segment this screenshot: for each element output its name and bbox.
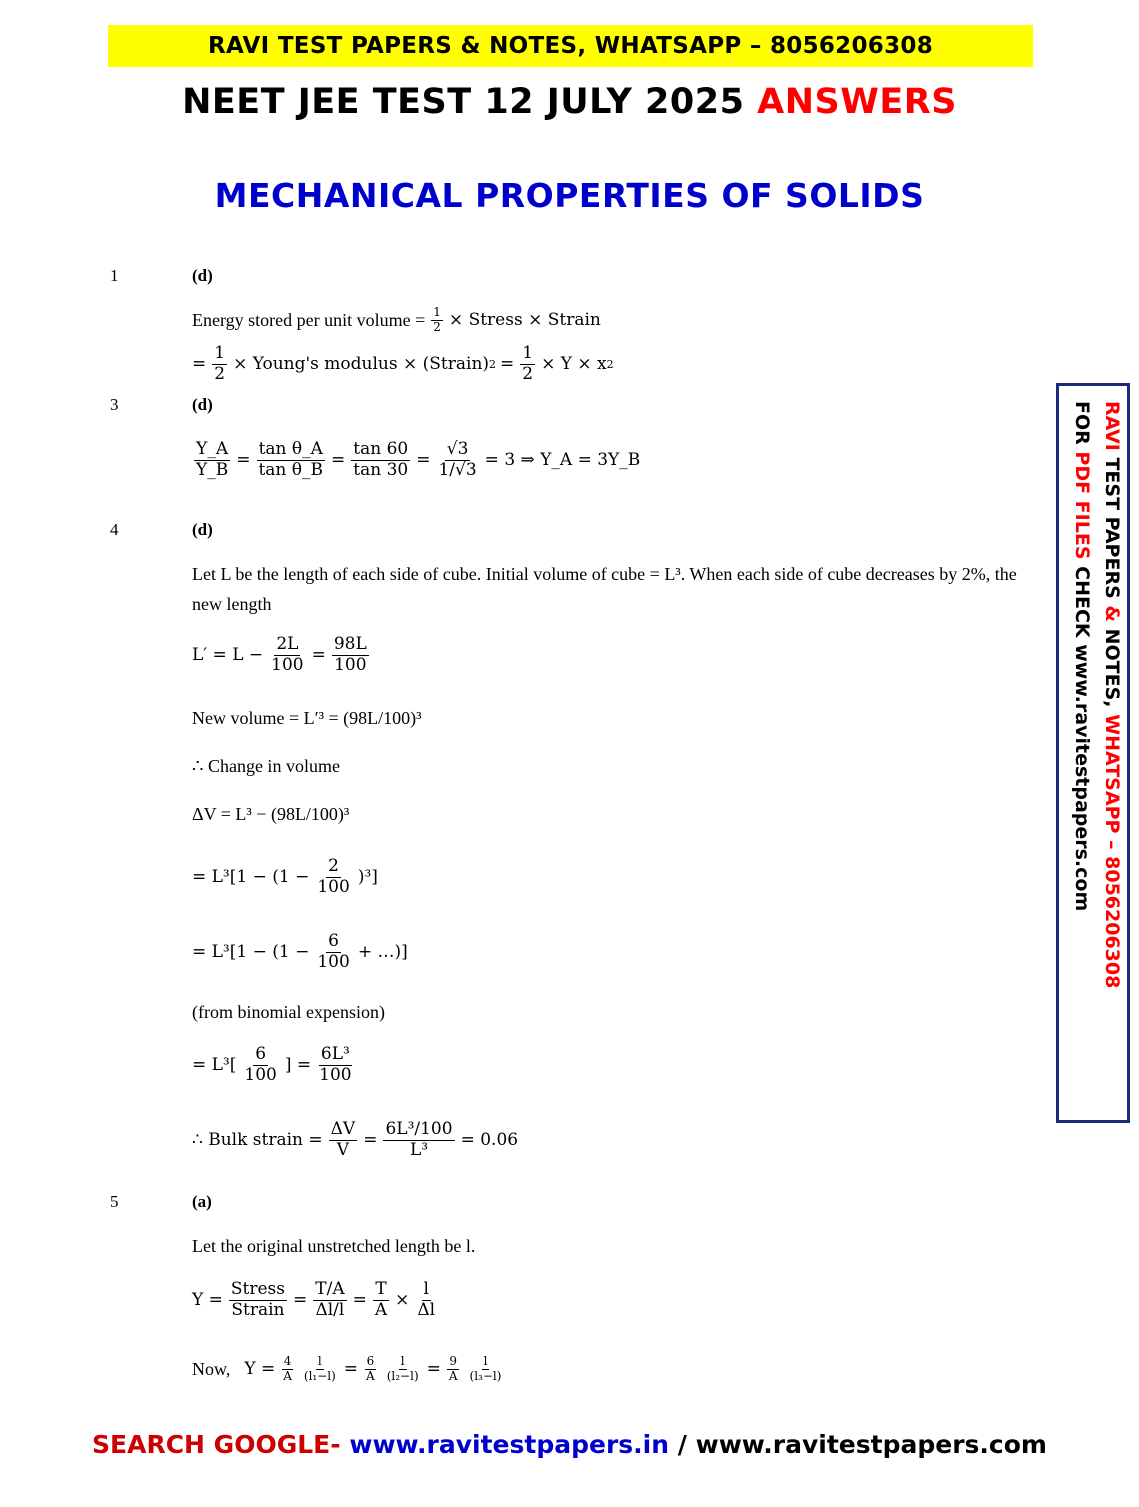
question-number-1: 1	[110, 266, 119, 285]
root-fraction: $\frac{√3}{1/√3}$	[438, 439, 477, 480]
q4-binomial-note: (from binomial expension)	[192, 1002, 385, 1022]
half-fraction: $\frac{1}{2}$	[433, 305, 441, 334]
tan-value-fraction: $\frac{\tan 60}{\tan 30}$	[353, 439, 409, 480]
fraction: $\frac{\text{6L³}}{100}$	[319, 1044, 352, 1085]
fraction: $\frac{6}{100}$	[317, 931, 350, 972]
half-fraction: $\frac{1}{2}$	[214, 343, 226, 384]
q1-text: Energy stored per unit volume =	[192, 309, 426, 330]
title-answers: ANSWERS	[757, 82, 957, 122]
q4-delta-v: ΔV = L³ − (98L/100)³	[192, 804, 350, 824]
q4-change-label: ∴ Change in volume	[192, 756, 340, 776]
q1-equation-1	[192, 306, 601, 335]
fraction: $\frac{T}{A}$	[374, 1279, 388, 1320]
answer-option-5: (a)	[192, 1192, 212, 1211]
chapter-title: MECHANICAL PROPERTIES OF SOLIDS	[214, 176, 925, 215]
header-banner: RAVI TEST PAPERS & NOTES, WHATSAPP – 8056206308	[108, 25, 1033, 67]
q4-new-volume: New volume = L′³ = (98L/100)³	[192, 708, 422, 728]
q4-step-3: = L³[ $\frac{6}{100}$ ] = $\frac{\text{6L³}}{100}$	[192, 1044, 352, 1085]
fraction: $\frac{2}{100}$	[317, 856, 350, 897]
q4-intro: Let L be the length of each side of cube. Initial volume of cube = L³. When each side of cube decreases by 2%, the new length	[192, 564, 1017, 614]
q5-equation-1: Y = $\frac{\text{Stress}}{\text{Strain}}$ = $\frac{T/A}{\Delta l/l}$ = $\frac{T}{A}$ × $\frac{l}{\Delta l}$	[192, 1279, 436, 1320]
fraction: $\frac{6}{100}$	[244, 1044, 277, 1085]
q4-new-length: L′ = L − $\frac{2L}{100}$ = $\frac{98L}{100}$	[192, 634, 367, 675]
ratio-fraction: $\frac{Y\_A}{Y\_B}$	[196, 439, 229, 480]
side-advert-text: RAVI TEST PAPERS & NOTES, WHATSAPP – 8056206308 FOR PDF FILES CHECK www.ravitestpapers.com	[1071, 401, 1123, 989]
half-fraction: $\frac{1}{2}$	[522, 343, 534, 384]
fraction: $\frac{l}{\Delta l}$	[417, 1279, 436, 1320]
question-number-3: 3	[110, 395, 119, 414]
footer-separator: /	[677, 1430, 687, 1459]
q4-step-1: = L³[1 − (1 − $\frac{2}{100}$ )³]	[192, 856, 378, 897]
fraction: $\frac{9}{A}$	[448, 1354, 458, 1383]
question-number-4: 4	[110, 520, 119, 539]
question-number-5: 5	[110, 1192, 119, 1211]
fraction: $\frac{T/A}{\Delta l/l}$	[315, 1279, 345, 1320]
fraction: $\frac{6}{A}$	[366, 1354, 375, 1383]
q4-step-2: = L³[1 − (1 − $\frac{6}{100}$ + …)]	[192, 931, 408, 972]
tan-fraction: $\frac{\text{tan θ\_A}}{\text{tan θ\_B}}$	[258, 439, 324, 480]
fraction: $\frac{2L}{100}$	[271, 634, 304, 675]
q5-intro: Let the original unstretched length be l.	[192, 1236, 476, 1256]
fraction: $\frac{l}{\text{(l₂−l)}}$	[386, 1354, 419, 1383]
side-advert-box	[1056, 383, 1130, 1123]
q3-equation: $\frac{Y\_A}{Y\_B}$ = $\frac{\text{tan θ\_A}}{\text{tan θ\_B}}$ = $\frac{\tan 60}{\tan 30}$ = $\frac{√3}{1/√3}$ = 3 ⇒ Y_A = 3Y_B	[196, 439, 641, 480]
fraction: $\frac{l}{\text{(l₁−l)}}$	[303, 1354, 336, 1383]
fraction: $\frac{\text{6L³/100}}{\text{L³}}$	[385, 1119, 453, 1160]
footer	[0, 1430, 1139, 1459]
answer-option-4: (d)	[192, 520, 213, 539]
q4-bulk-strain: ∴ Bulk strain = $\frac{\Delta V}{V}$ = $\frac{\text{6L³/100}}{\text{L³}}$ = 0.06	[192, 1119, 519, 1160]
answer-option-1: (d)	[192, 266, 213, 285]
fraction: $\frac{\Delta V}{V}$	[330, 1119, 356, 1160]
fraction: $\frac{\text{Stress}}{\text{Strain}}$	[230, 1279, 285, 1320]
title-black: NEET JEE TEST 12 JULY 2025	[182, 82, 745, 122]
answer-option-3: (d)	[192, 395, 213, 414]
q1-equation-2: = $\frac{1}{2}$ × Young's modulus × (Strain) 2 = $\frac{1}{2}$ × Y × x 2	[192, 343, 614, 384]
fraction: $\frac{98L}{100}$	[333, 634, 367, 675]
q1-rest: × Stress × Strain	[448, 310, 601, 331]
fraction: $\frac{l}{\text{(l₃−l)}}$	[469, 1354, 502, 1383]
fraction: $\frac{4}{A}$	[283, 1354, 292, 1383]
page-title	[0, 82, 1139, 122]
footer-link-in[interactable]: www.ravitestpapers.in	[349, 1430, 670, 1459]
q5-equation-2: Now, Y = $\frac{4}{A}$ $\frac{l}{\text{(l₁−l)}}$ = $\frac{6}{A}$ $\frac{l}{\text{(l₂−l)}}$ = $\frac{9}{A}$ $\frac{l}{\text{(l₃−l)}}$	[192, 1354, 502, 1383]
footer-search-label: SEARCH GOOGLE-	[92, 1430, 341, 1459]
footer-link-com[interactable]: www.ravitestpapers.com	[695, 1430, 1047, 1459]
